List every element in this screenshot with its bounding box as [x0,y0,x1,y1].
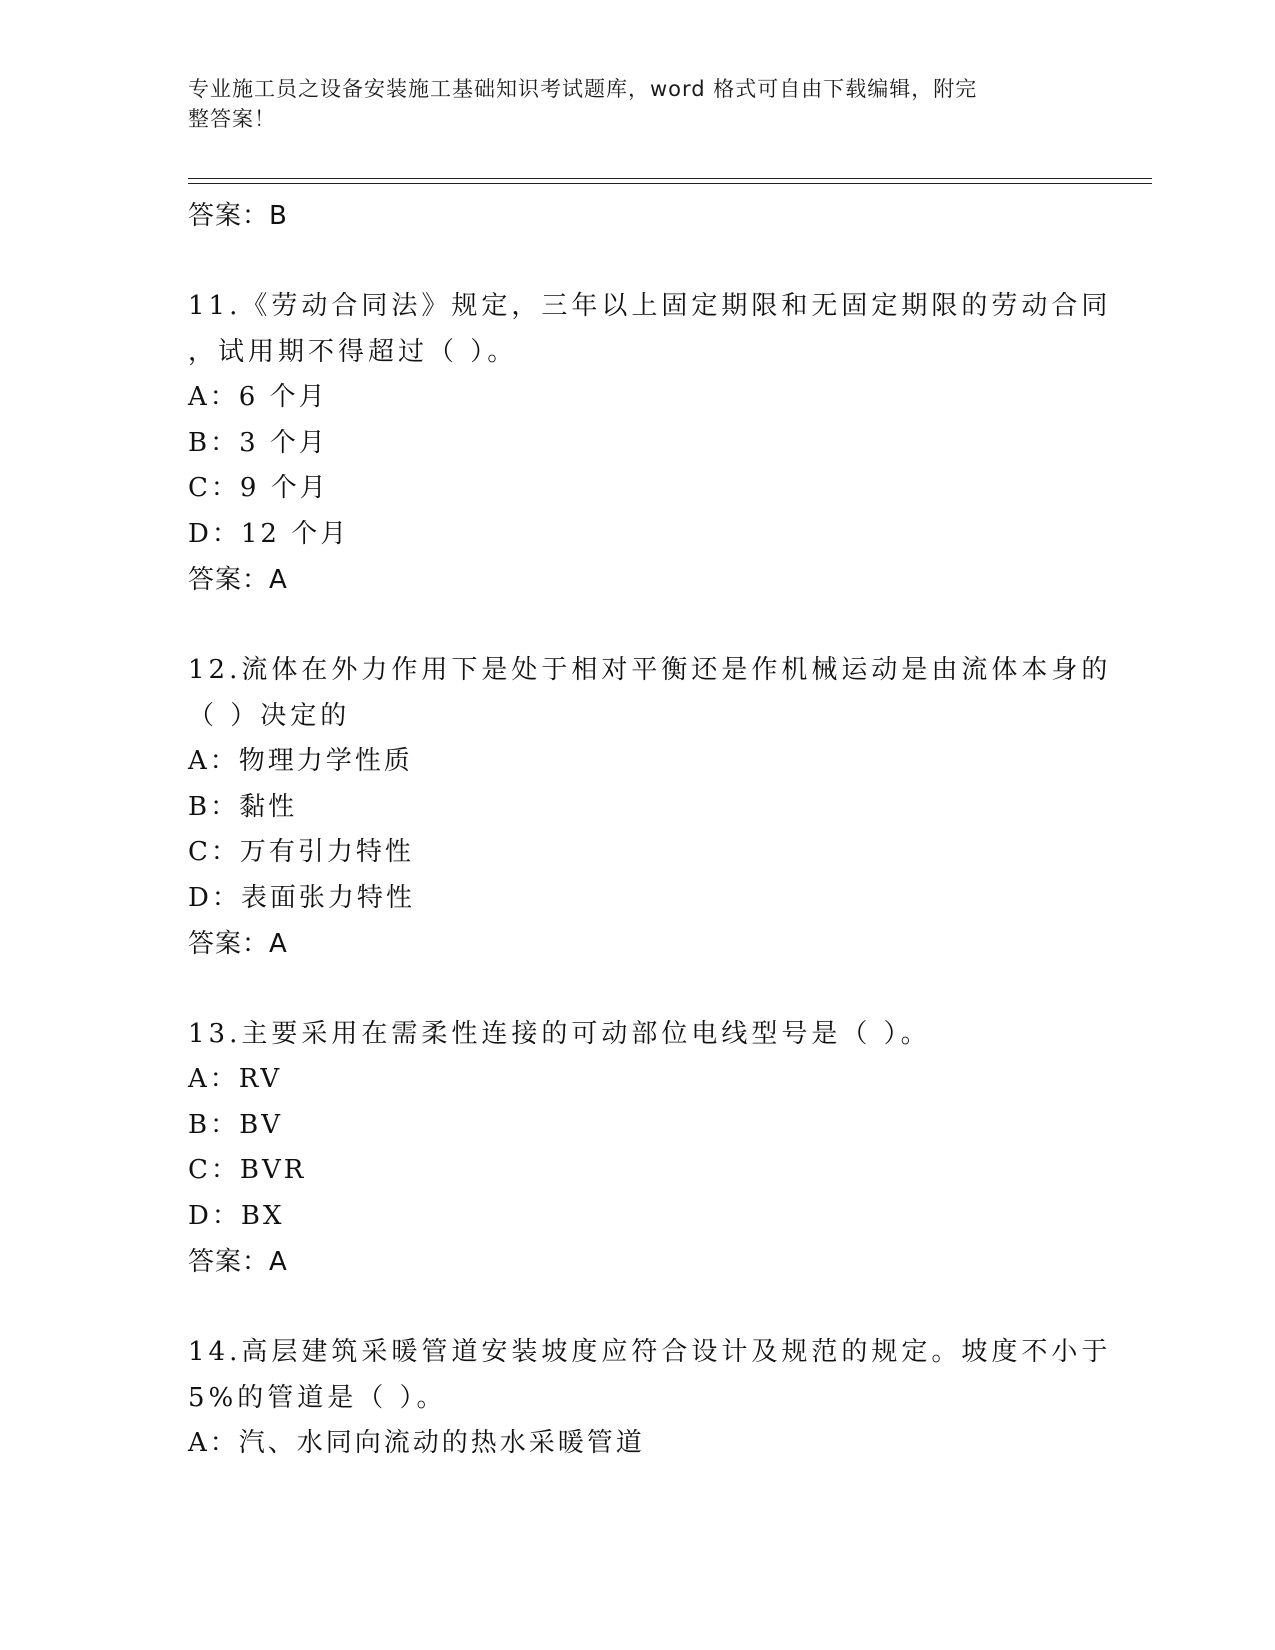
question-text-line: 12.流体在外力作用下是处于相对平衡还是作机械运动是由流体本身的 [188,655,1112,685]
header-line-2: 整答案！ [188,107,276,131]
option-a: A：汽、水同向流动的热水采暖管道 [188,1428,645,1458]
option-a: A：物理力学性质 [188,746,413,776]
question-text-line: 11.《劳动合同法》规定，三年以上固定期限和无固定期限的劳动合同 [188,291,1112,321]
question-text-line: （ ）决定的 [188,701,351,731]
header-divider-bottom [188,183,1152,184]
question-text-line: 5%的管道是（ ）。 [188,1383,447,1413]
option-c: C：万有引力特性 [188,837,414,867]
question-text-line: 13.主要采用在需柔性连接的可动部位电线型号是（ ）。 [188,1019,931,1049]
question-13 [188,1011,1088,1285]
answer: 答案：A [188,1247,288,1277]
answer: 答案：A [188,565,288,595]
question-12 [188,647,1112,967]
question-text-line: ，试用期不得超过（ ）。 [188,337,518,367]
question-content [188,193,1112,1467]
option-a: A：RV [188,1064,283,1094]
previous-answer: 答案：B [188,201,288,231]
header-line-1: 专业施工员之设备安装施工基础知识考试题库，word 格式可自由下载编辑，附完 [188,77,978,101]
question-14 [188,1329,1112,1467]
option-c: C：BVR [188,1155,307,1185]
question-text-line: 14.高层建筑采暖管道安装坡度应符合设计及规范的规定。坡度不小于 [188,1337,1112,1367]
option-c: C：9 个月 [188,473,329,503]
document-header [188,74,1088,134]
header-divider-top [188,178,1152,179]
question-11 [188,283,1112,603]
option-a: A：6 个月 [188,382,328,412]
option-d: D：BX [188,1200,285,1231]
option-b: B：黏性 [188,791,298,822]
option-d: D：12 个月 [188,518,350,549]
answer: 答案：A [188,929,288,959]
option-b: B：3 个月 [188,427,328,458]
option-b: B：BV [188,1109,283,1140]
option-d: D：表面张力特性 [188,882,415,913]
